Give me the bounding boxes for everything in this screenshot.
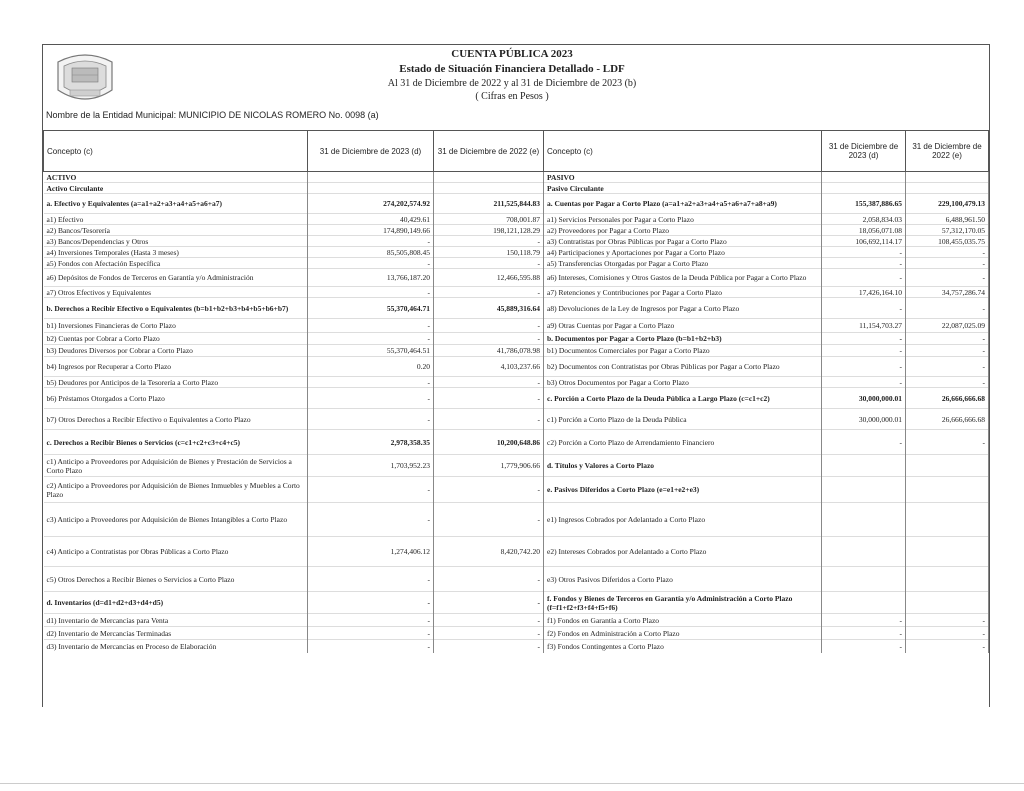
value-2023-left: - [308,614,434,627]
table-row [44,247,989,258]
value-2023-right: - [822,357,906,377]
concept-right: b1) Documentos Comerciales por Pagar a Corto Plazo [544,345,822,357]
table-row [44,298,989,319]
concept-right: a5) Transferencias Otorgadas por Pagar a Corto Plazo [544,258,822,269]
value-2022-right: - [906,258,989,269]
concept-right: e2) Intereses Cobrados por Adelantado a Corto Plazo [544,537,822,567]
table-row [44,614,989,627]
value-2023-left: - [308,477,434,503]
concept-left: c4) Anticipo a Contratistas por Obras Públicas a Corto Plazo [44,537,308,567]
value-2023-right [822,455,906,477]
value-2023-right: - [822,333,906,345]
value-2023-right: 30,000,000.01 [822,409,906,430]
value-2022-right: - [906,614,989,627]
value-2022-left: - [434,258,544,269]
table-row [44,319,989,333]
value-2022-left: - [434,567,544,592]
value-2022-right: - [906,298,989,319]
value-2022-right [906,477,989,503]
value-2022-right [906,567,989,592]
value-2023-right: - [822,247,906,258]
table-row [44,537,989,567]
value-2022-left: 8,420,742.20 [434,537,544,567]
value-2023-left: - [308,409,434,430]
concept-right: f2) Fondos en Administración a Corto Plazo [544,627,822,640]
table-row [44,258,989,269]
value-2022-left: - [434,377,544,388]
concept-right: f1) Fondos en Garantía a Corto Plazo [544,614,822,627]
value-2023-left: 1,274,406.12 [308,537,434,567]
value-2023-left: 55,370,464.71 [308,298,434,319]
value-2022-left: 41,786,078.98 [434,345,544,357]
value-2022-left: 12,466,595.88 [434,269,544,287]
value-2023-right: 17,426,164.10 [822,287,906,298]
concept-right: a7) Retenciones y Contribuciones por Pagar a Corto Plazo [544,287,822,298]
value-2023-left: - [308,592,434,614]
value-2023-right: 155,387,886.65 [822,194,906,214]
value-2023-right: 106,692,114.17 [822,236,906,247]
report-subtitle: Estado de Situación Financiera Detallado - LDF [399,63,625,75]
table-row [44,225,989,236]
value-2022-right [906,592,989,614]
col-header-2023-left: 31 de Diciembre de 2023 (d) [308,131,434,172]
concept-left: a2) Bancos/Tesorería [44,225,308,236]
value-2022-right: 57,312,170.05 [906,225,989,236]
value-2022-right: - [906,377,989,388]
concept-left: a. Efectivo y Equivalentes (a=a1+a2+a3+a4+a5+a6+a7) [44,194,308,214]
value-2022-right: 229,100,479.13 [906,194,989,214]
value-2023-left: - [308,388,434,409]
value-2023-left [308,172,434,183]
value-2023-left: 1,703,952.23 [308,455,434,477]
value-2022-left: 708,001.87 [434,214,544,225]
value-2023-left: 174,890,149.66 [308,225,434,236]
table-row [44,214,989,225]
value-2023-right [822,537,906,567]
value-2023-left: - [308,640,434,653]
value-2023-right: - [822,377,906,388]
value-2023-right [822,503,906,537]
value-2023-right: - [822,258,906,269]
col-header-concepto-right: Concepto (c) [544,131,822,172]
table-row [44,333,989,345]
value-2023-right: - [822,627,906,640]
value-2023-right [822,567,906,592]
concept-right: f3) Fondos Contingentes a Corto Plazo [544,640,822,653]
table-row [44,430,989,455]
value-2022-left: - [434,388,544,409]
value-2022-right [906,503,989,537]
value-2023-right [822,183,906,194]
value-2023-right: - [822,614,906,627]
concept-left: a4) Inversiones Temporales (Hasta 3 meses) [44,247,308,258]
table-row [44,236,989,247]
concept-right: e. Pasivos Diferidos a Corto Plazo (e=e1+e2+e3) [544,477,822,503]
page-bottom-line [0,783,1024,784]
table-row [44,183,989,194]
concept-right: c2) Porción a Corto Plazo de Arrendamiento Financiero [544,430,822,455]
table-row [44,287,989,298]
col-header-2023-right: 31 de Diciembre de 2023 (d) [822,131,906,172]
value-2023-right: - [822,345,906,357]
concept-left: ACTIVO [44,172,308,183]
value-2022-right: - [906,627,989,640]
value-2022-left: - [434,640,544,653]
entity-name: Nombre de la Entidad Municipal: MUNICIPIO DE NICOLAS ROMERO No. 0098 (a) [46,110,379,120]
table-row [44,377,989,388]
concept-left: b. Derechos a Recibir Efectivo o Equivalentes (b=b1+b2+b3+b4+b5+b6+b7) [44,298,308,319]
value-2023-right [822,172,906,183]
value-2022-left: - [434,409,544,430]
value-2022-right: 108,455,035.75 [906,236,989,247]
concept-left: b7) Otros Derechos a Recibir Efectivo o Equivalentes a Corto Plazo [44,409,308,430]
value-2023-left: - [308,236,434,247]
value-2023-right: - [822,430,906,455]
value-2022-right: 6,488,961.50 [906,214,989,225]
concept-left: d. Inventarios (d=d1+d2+d3+d4+d5) [44,592,308,614]
value-2022-right [906,455,989,477]
table-row [44,409,989,430]
table-row [44,477,989,503]
concept-left: a1) Efectivo [44,214,308,225]
value-2023-right: - [822,640,906,653]
value-2022-right: - [906,640,989,653]
value-2022-left: - [434,627,544,640]
value-2022-left: - [434,614,544,627]
table-row [44,172,989,183]
table-row [44,269,989,287]
value-2023-right: - [822,269,906,287]
concept-left: b6) Préstamos Otorgados a Corto Plazo [44,388,308,409]
concept-right: a4) Participaciones y Aportaciones por Pagar a Corto Plazo [544,247,822,258]
concept-right: a1) Servicios Personales por Pagar a Corto Plazo [544,214,822,225]
value-2023-right: 18,056,071.08 [822,225,906,236]
value-2023-right: - [822,298,906,319]
concept-right: a6) Intereses, Comisiones y Otros Gastos de la Deuda Pública por Pagar a Corto Plazo [544,269,822,287]
table-row [44,345,989,357]
concept-left: d3) Inventario de Mercancías en Proceso de Elaboración [44,640,308,653]
concept-right: c1) Porción a Corto Plazo de la Deuda Pública [544,409,822,430]
concept-left: b5) Deudores por Anticipos de la Tesorería a Corto Plazo [44,377,308,388]
concept-left: a7) Otros Efectivos y Equivalentes [44,287,308,298]
table-body [44,172,989,653]
value-2022-right: - [906,345,989,357]
value-2022-left: - [434,236,544,247]
table-row [44,357,989,377]
value-2022-left: 150,118.79 [434,247,544,258]
concept-right: d. Títulos y Valores a Corto Plazo [544,455,822,477]
concept-right: b3) Otros Documentos por Pagar a Corto Plazo [544,377,822,388]
value-2023-left: 2,978,358.35 [308,430,434,455]
value-2023-left: - [308,333,434,345]
value-2023-left: - [308,287,434,298]
value-2023-left: - [308,503,434,537]
concept-right: c. Porción a Corto Plazo de la Deuda Pública a Largo Plazo (c=c1+c2) [544,388,822,409]
concept-left: c. Derechos a Recibir Bienes o Servicios (c=c1+c2+c3+c4+c5) [44,430,308,455]
concept-left: b4) Ingresos por Recuperar a Corto Plazo [44,357,308,377]
value-2022-right: - [906,269,989,287]
value-2023-left: - [308,377,434,388]
col-header-concepto-left: Concepto (c) [44,131,308,172]
value-2023-left: 55,370,464.51 [308,345,434,357]
col-header-2022-right: 31 de Diciembre de 2022 (e) [906,131,989,172]
value-2023-left: 40,429.61 [308,214,434,225]
value-2022-left: - [434,287,544,298]
value-2022-right: - [906,357,989,377]
concept-right: Pasivo Circulante [544,183,822,194]
value-2022-left [434,183,544,194]
table-row [44,592,989,614]
value-2022-right: - [906,247,989,258]
value-2022-left: 10,200,648.86 [434,430,544,455]
col-header-2022-left: 31 de Diciembre de 2022 (e) [434,131,544,172]
concept-left: d1) Inventario de Mercancías para Venta [44,614,308,627]
concept-left: b3) Deudores Diversos por Cobrar a Corto Plazo [44,345,308,357]
table-row [44,640,989,653]
concept-left: c5) Otros Derechos a Recibir Bienes o Servicios a Corto Plazo [44,567,308,592]
value-2022-right: - [906,333,989,345]
value-2023-left: - [308,567,434,592]
value-2023-right [822,477,906,503]
value-2022-left: 211,525,844.83 [434,194,544,214]
concept-right: a8) Devoluciones de la Ley de Ingresos por Pagar a Corto Plazo [544,298,822,319]
concept-right: e3) Otros Pasivos Diferidos a Corto Plazo [544,567,822,592]
table-row [44,567,989,592]
value-2022-left: - [434,592,544,614]
table-header-row [44,131,989,172]
table-row [44,194,989,214]
concept-left: b2) Cuentas por Cobrar a Corto Plazo [44,333,308,345]
concept-right: a2) Proveedores por Pagar a Corto Plazo [544,225,822,236]
value-2022-right: 26,666,666.68 [906,388,989,409]
financial-position-table [43,130,989,653]
value-2022-left: - [434,333,544,345]
concept-left: a3) Bancos/Dependencias y Otros [44,236,308,247]
value-2023-left: 274,202,574.92 [308,194,434,214]
concept-left: a5) Fondos con Afectación Específica [44,258,308,269]
value-2022-right: 34,757,286.74 [906,287,989,298]
value-2023-left: - [308,319,434,333]
table-row [44,388,989,409]
value-2022-right: - [906,430,989,455]
value-2023-right [822,592,906,614]
concept-left: a6) Depósitos de Fondos de Terceros en Garantía y/o Administración [44,269,308,287]
value-2022-left: 45,889,316.64 [434,298,544,319]
value-2023-right: 11,154,703.27 [822,319,906,333]
concept-left: d2) Inventario de Mercancías Terminadas [44,627,308,640]
table-row [44,503,989,537]
concept-right: f. Fondos y Bienes de Terceros en Garantía y/o Administración a Corto Plazo (f=f1+f2+f3+f4+f5+f6) [544,592,822,614]
value-2022-right: 22,087,025.09 [906,319,989,333]
value-2023-left [308,183,434,194]
concept-right: a. Cuentas por Pagar a Corto Plazo (a=a1+a2+a3+a4+a5+a6+a7+a8+a9) [544,194,822,214]
value-2023-left: - [308,627,434,640]
table-row [44,455,989,477]
concept-right: b. Documentos por Pagar a Corto Plazo (b=b1+b2+b3) [544,333,822,345]
value-2023-left: - [308,258,434,269]
concept-right: a9) Otras Cuentas por Pagar a Corto Plazo [544,319,822,333]
value-2023-left: 13,766,187.20 [308,269,434,287]
concept-left: b1) Inversiones Financieras de Corto Plazo [44,319,308,333]
value-2022-left: 4,103,237.66 [434,357,544,377]
value-2022-left: - [434,503,544,537]
concept-right: a3) Contratistas por Obras Públicas por Pagar a Corto Plazo [544,236,822,247]
value-2023-right: 2,058,834.03 [822,214,906,225]
value-2022-right: 26,666,666.68 [906,409,989,430]
table-row [44,627,989,640]
value-2023-right: 30,000,000.01 [822,388,906,409]
concept-right: b2) Documentos con Contratistas por Obras Públicas por Pagar a Corto Plazo [544,357,822,377]
concept-left: c3) Anticipo a Proveedores por Adquisición de Bienes Intangibles a Corto Plazo [44,503,308,537]
value-2022-right [906,183,989,194]
value-2023-left: 85,505,808.45 [308,247,434,258]
value-2022-left: - [434,477,544,503]
value-2022-left [434,172,544,183]
concept-right: PASIVO [544,172,822,183]
report-title: CUENTA PÚBLICA 2023 [451,48,573,60]
report-period: Al 31 de Diciembre de 2022 y al 31 de Diciembre de 2023 (b) [387,78,637,89]
concept-left: c2) Anticipo a Proveedores por Adquisición de Bienes Inmuebles y Muebles a Corto Plazo [44,477,308,503]
value-2022-left: 198,121,128.29 [434,225,544,236]
report-units: ( Cifras en Pesos ) [475,91,549,102]
concept-right: e1) Ingresos Cobrados por Adelantado a Corto Plazo [544,503,822,537]
concept-left: Activo Circulante [44,183,308,194]
value-2022-right [906,537,989,567]
value-2022-left: 1,779,906.66 [434,455,544,477]
value-2022-right [906,172,989,183]
value-2022-left: - [434,319,544,333]
concept-left: c1) Anticipo a Proveedores por Adquisición de Bienes y Prestación de Servicios a Corto Plazo [44,455,308,477]
value-2023-left: 0.20 [308,357,434,377]
